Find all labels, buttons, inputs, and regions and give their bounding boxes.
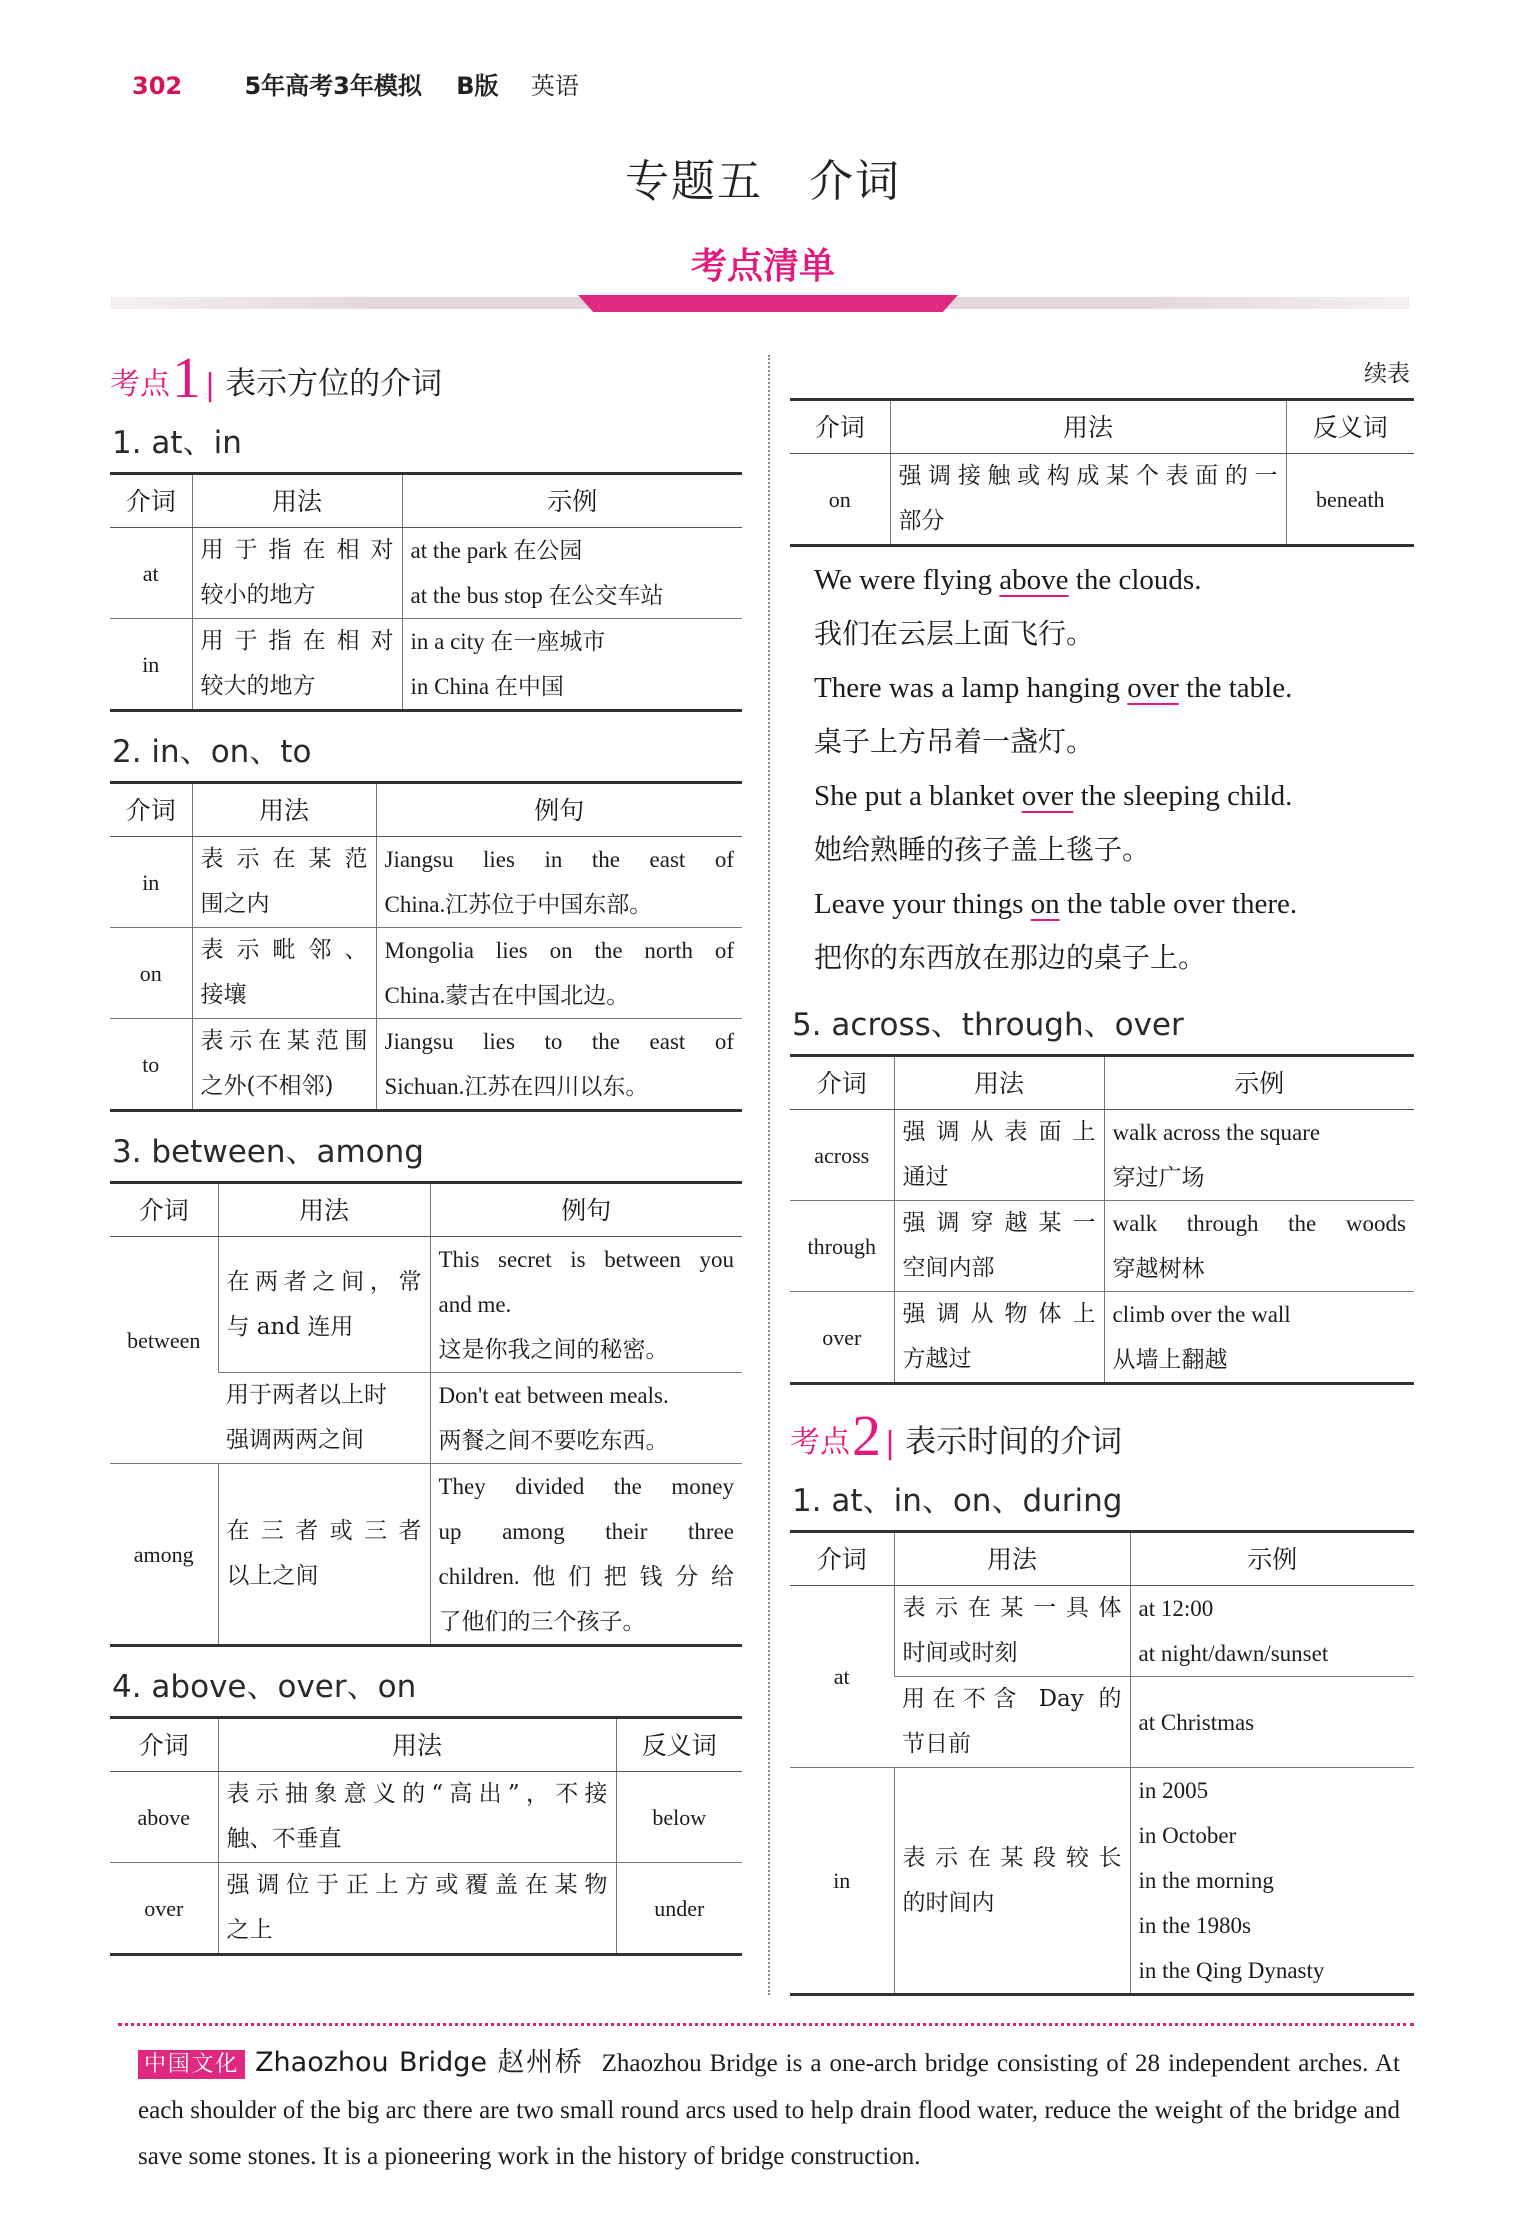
sentence-en: [814, 877, 1414, 931]
usage-cell: [218, 1863, 616, 1955]
example-line: in 2005: [1138, 1778, 1209, 1803]
col-header: 示例: [402, 474, 742, 528]
kaodian-bar: |: [885, 1426, 896, 1461]
col-header: 示例: [1104, 1056, 1414, 1110]
subheading-at-in-on-during: 1. at、in、on、during: [792, 1483, 1123, 1519]
example-line: at the park 在公园: [410, 538, 583, 563]
prep-cell: across: [790, 1110, 894, 1201]
culture-footer: [138, 2040, 1400, 2180]
col-header: 用法: [890, 400, 1286, 454]
usage-line: 较大的地方: [200, 673, 316, 699]
subheading-between-among: 3. between、among: [112, 1134, 424, 1170]
example-line: China.蒙古在中国北边。: [384, 983, 630, 1008]
table-row: [790, 1292, 1414, 1384]
example-cell: [1130, 1586, 1414, 1677]
sentence-en: [814, 661, 1414, 715]
running-head: [132, 66, 579, 101]
example-line: climb over the wall: [1112, 1302, 1291, 1327]
table-at-in: [110, 472, 742, 712]
example-line: in the 1980s: [1138, 1913, 1251, 1938]
example-line: This secret is between you: [438, 1247, 734, 1272]
sentence-text: the sleeping child.: [1073, 780, 1293, 812]
example-cell: [376, 837, 742, 928]
usage-line: 用于指在相对: [200, 628, 394, 654]
col-header: 介词: [110, 1183, 218, 1237]
usage-cell: [192, 928, 376, 1019]
example-line: at night/dawn/sunset: [1138, 1641, 1329, 1666]
section-banner: 考点清单: [690, 246, 835, 287]
col-header: 介词: [790, 400, 890, 454]
subheading-in-on-to: 2. in、on、to: [112, 734, 312, 770]
sentence-text: We were flying: [814, 564, 1000, 596]
kaodian-prefix: 考点: [110, 367, 170, 402]
prep-cell: on: [110, 928, 192, 1019]
example-cell: [430, 1373, 742, 1464]
example-line: walk across the square: [1112, 1120, 1321, 1145]
usage-cell: [218, 1772, 616, 1863]
chapter-title: 专题五 介词: [625, 156, 901, 207]
example-line: Jiangsu lies in the east of: [384, 847, 734, 872]
example-line: at 12:00: [1138, 1596, 1214, 1621]
usage-cell: [192, 619, 402, 711]
antonym-cell: beneath: [1286, 454, 1414, 546]
usage-cell: [894, 1292, 1104, 1384]
usage-line: 表示在某范: [200, 846, 368, 872]
usage-cell: [894, 1677, 1130, 1768]
usage-cell: [218, 1237, 430, 1373]
example-line: in China 在中国: [410, 674, 564, 699]
usage-line: 强调两两之间: [226, 1427, 364, 1453]
left-column: [110, 345, 742, 1956]
prep-cell: over: [110, 1863, 218, 1955]
col-header: 反义词: [616, 1718, 742, 1772]
sentence-zh: 我们在云层上面飞行。: [814, 617, 1095, 650]
usage-line: 强调接触或构成某个表面的一: [898, 463, 1278, 489]
usage-line: 表示在某范围: [200, 1028, 368, 1054]
sentence-text: the table.: [1178, 672, 1293, 704]
usage-line: 强调位于正上方或覆盖在某物: [226, 1872, 608, 1898]
prep-cell: to: [110, 1019, 192, 1111]
col-header: 用法: [218, 1183, 430, 1237]
usage-line: 节日前: [902, 1731, 971, 1757]
subheading-at-in: 1. at、in: [112, 425, 242, 461]
usage-line: 接壤: [200, 982, 247, 1008]
kaodian-title: 表示方位的介词: [225, 366, 443, 402]
usage-line: 空间内部: [902, 1255, 995, 1281]
usage-line: 围之内: [200, 891, 270, 917]
table-time-prepositions: [790, 1530, 1414, 1996]
example-cell: [402, 528, 742, 619]
usage-line: 触、不垂直: [226, 1826, 342, 1852]
col-header: 用法: [192, 783, 376, 837]
example-cell: [1104, 1201, 1414, 1292]
prep-cell: in: [110, 619, 192, 711]
example-line: Mongolia lies on the north of: [384, 938, 734, 963]
example-line: China.江苏位于中国东部。: [384, 892, 653, 917]
underlined-word: over: [1021, 780, 1074, 812]
usage-line: 之上: [226, 1917, 273, 1943]
example-line: Jiangsu lies to the east of: [384, 1029, 734, 1054]
example-line: at Christmas: [1138, 1709, 1255, 1735]
example-line: walk through the woods: [1112, 1211, 1406, 1236]
subject: 英语: [530, 72, 579, 100]
table-row: [110, 1772, 742, 1863]
sentence-zh: 把你的东西放在那边的桌子上。: [814, 941, 1207, 974]
usage-cell: [894, 1586, 1130, 1677]
sentence-text: the clouds.: [1068, 564, 1202, 596]
sentence-zh: 桌子上方吊着一盏灯。: [814, 725, 1095, 758]
kaodian-title: 表示时间的介词: [905, 1424, 1123, 1460]
example-sentences: [790, 553, 1414, 985]
culture-heading: Zhaozhou Bridge 赵州桥: [255, 2047, 584, 2078]
example-line: 穿越树林: [1112, 1256, 1205, 1281]
example-line: Don't eat between meals.: [438, 1383, 669, 1408]
col-header: 介词: [790, 1532, 894, 1586]
example-line: in the morning: [1138, 1868, 1274, 1893]
edition: B版: [456, 72, 499, 100]
prep-cell: over: [790, 1292, 894, 1384]
usage-cell: [218, 1464, 430, 1646]
sentence-en: [814, 553, 1414, 607]
usage-cell: [894, 1110, 1104, 1201]
underlined-word: on: [1030, 888, 1060, 920]
usage-line: 强调从表面上: [902, 1119, 1096, 1145]
usage-line: 部分: [898, 508, 945, 534]
usage-line: 用于指在相对: [200, 537, 394, 563]
table-across-through-over: [790, 1054, 1414, 1385]
sentence-zh: 她给熟睡的孩子盖上毯子。: [814, 833, 1151, 866]
table-row: [790, 1586, 1414, 1677]
prep-cell: above: [110, 1772, 218, 1863]
example-line: 两餐之间不要吃东西。: [438, 1428, 669, 1453]
example-cell: [1104, 1292, 1414, 1384]
usage-line: 用于两者以上时: [226, 1382, 387, 1408]
book-title: 5年高考3年模拟: [244, 72, 422, 100]
table-row: [110, 528, 742, 619]
table-row: [110, 1863, 742, 1955]
table-row: [110, 1464, 742, 1646]
table-row: [110, 1237, 742, 1373]
table-row: [110, 619, 742, 711]
usage-line: 强调穿越某一: [902, 1210, 1096, 1236]
example-cell: [1130, 1768, 1414, 1995]
usage-cell: [890, 454, 1286, 546]
table-above-over-on: [110, 1716, 742, 1956]
underlined-word: over: [1127, 672, 1179, 704]
usage-cell: [192, 837, 376, 928]
footer-rule: [118, 2023, 1414, 2032]
prep-cell: through: [790, 1201, 894, 1292]
example-cell: [1130, 1677, 1414, 1768]
example-line: They divided the money: [438, 1474, 734, 1499]
banner-bar: [578, 295, 958, 312]
underlined-word: above: [999, 564, 1069, 596]
usage-line: 之外(不相邻): [200, 1073, 334, 1099]
sentence-en: [814, 769, 1414, 823]
usage-cell: [192, 528, 402, 619]
culture-body: Zhaozhou Bridge is a one-arch bridge consisting of 28 independent arches. At each shoulder of the big arc there are two small round arcs used to help drain flood water, reduce the weight of the bridge and save some stones. It is a pioneering work in the history of bridge construction.: [138, 2050, 1400, 2170]
example-line: 这是你我之间的秘密。: [438, 1337, 669, 1362]
table-row: [790, 1768, 1414, 1995]
example-line: up among their three: [438, 1519, 734, 1544]
subheading-above-over-on: 4. above、over、on: [112, 1669, 417, 1705]
usage-line: 表示在某一具体: [902, 1595, 1122, 1621]
right-column: [790, 345, 1414, 1996]
usage-line: 通过: [902, 1164, 949, 1190]
sentence-text: the table over there.: [1059, 888, 1298, 920]
example-line: 了他们的三个孩子。: [438, 1609, 646, 1634]
col-header: 用法: [894, 1532, 1130, 1586]
example-line: and me.: [438, 1292, 512, 1317]
col-header: 例句: [430, 1183, 742, 1237]
sentence-text: Leave your things: [814, 888, 1031, 920]
col-header: 用法: [192, 474, 402, 528]
col-header: 例句: [376, 783, 742, 837]
table-row: [110, 928, 742, 1019]
example-line: 从墙上翻越: [1112, 1347, 1228, 1372]
example-cell: [1104, 1110, 1414, 1201]
kaodian-number: 1: [172, 345, 201, 410]
col-header: 介词: [110, 783, 192, 837]
table-row: [110, 1019, 742, 1111]
usage-line: 在三者或三者: [226, 1518, 422, 1544]
usage-cell: [894, 1768, 1130, 1995]
example-line: children.他们把钱分给: [438, 1564, 734, 1589]
sentence-text: She put a blanket: [814, 780, 1022, 812]
prep-cell: at: [790, 1586, 894, 1768]
table-row: [790, 1201, 1414, 1292]
usage-line: 表示在某段较长: [902, 1844, 1122, 1871]
example-line: Sichuan.江苏在四川以东。: [384, 1074, 649, 1099]
col-header: 介词: [110, 474, 192, 528]
usage-line: 表示毗邻、: [200, 937, 368, 963]
example-cell: [376, 928, 742, 1019]
example-cell: [376, 1019, 742, 1111]
table-row: [790, 1110, 1414, 1201]
example-line: at the bus stop 在公交车站: [410, 583, 664, 608]
example-cell: [402, 619, 742, 711]
sentence-text: There was a lamp hanging: [814, 672, 1128, 704]
example-cell: [430, 1237, 742, 1373]
kaodian-1-heading: [110, 345, 742, 410]
example-line: in a city 在一座城市: [410, 629, 606, 654]
prep-cell: between: [110, 1237, 218, 1464]
antonym-cell: under: [616, 1863, 742, 1955]
usage-line: 方越过: [902, 1346, 972, 1372]
col-header: 介词: [110, 1718, 218, 1772]
example-line: in the Qing Dynasty: [1138, 1958, 1325, 1983]
prep-cell: in: [110, 837, 192, 928]
column-divider: [768, 355, 770, 1995]
usage-line: 与 and 连用: [226, 1313, 354, 1340]
example-cell: [430, 1464, 742, 1646]
table-row: [790, 454, 1414, 546]
table-row: [110, 837, 742, 928]
usage-line: 在两者之间，常: [226, 1268, 422, 1295]
usage-line: 较小的地方: [200, 582, 316, 608]
example-line: 穿过广场: [1112, 1165, 1205, 1190]
culture-tag: 中国文化: [138, 2050, 245, 2079]
page-number: 302: [132, 72, 183, 100]
usage-line: 强调从物体上: [902, 1301, 1096, 1327]
usage-cell: [894, 1201, 1104, 1292]
example-line: in October: [1138, 1823, 1237, 1848]
prep-cell: on: [790, 454, 890, 546]
antonym-cell: below: [616, 1772, 742, 1863]
prep-cell: at: [110, 528, 192, 619]
usage-line: 以上之间: [226, 1563, 319, 1589]
usage-line: 的时间内: [902, 1889, 995, 1916]
continued-note: 续表: [1364, 361, 1410, 387]
kaodian-number: 2: [852, 1403, 881, 1468]
table-continued: [790, 398, 1414, 547]
col-header: 用法: [218, 1718, 616, 1772]
col-header: 介词: [790, 1056, 894, 1110]
usage-cell: [218, 1373, 430, 1464]
kaodian-bar: |: [205, 368, 216, 403]
kaodian-2-heading: [790, 1403, 1414, 1468]
table-between-among: [110, 1181, 742, 1647]
col-header: 示例: [1130, 1532, 1414, 1586]
prep-cell: among: [110, 1464, 218, 1646]
usage-line: 时间或时刻: [902, 1640, 1018, 1666]
usage-line: 表示抽象意义的“高出”，不接: [226, 1781, 608, 1807]
kaodian-prefix: 考点: [790, 1425, 850, 1460]
usage-cell: [192, 1019, 376, 1111]
prep-cell: in: [790, 1768, 894, 1995]
col-header: 反义词: [1286, 400, 1414, 454]
subheading-across-through-over: 5. across、through、over: [792, 1007, 1184, 1043]
usage-line: 用在不含 Day 的: [902, 1686, 1122, 1712]
table-in-on-to: [110, 781, 742, 1112]
col-header: 用法: [894, 1056, 1104, 1110]
